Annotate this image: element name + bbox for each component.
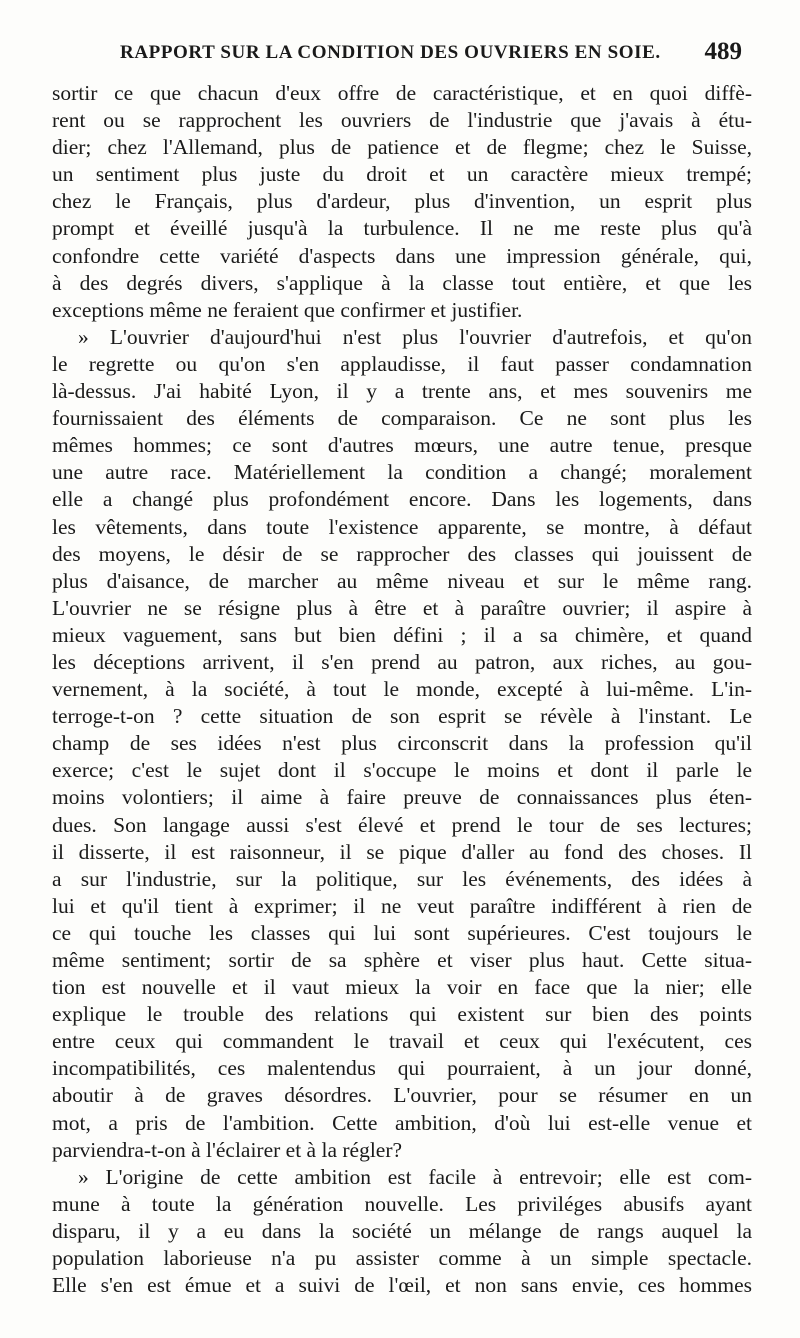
text-line: à des degrés divers, s'applique à la classe tout entière, et que les [52,270,752,295]
text-line: » L'origine de cette ambition est facile à entrevoir; elle est com- [78,1164,752,1189]
body-text [52,80,752,1299]
text-line: incompatibilités, ces malentendus qui pourraient, à un jour donné, [52,1056,752,1081]
text-line: a sur l'industrie, sur la politique, sur les événements, des idées à [52,866,752,891]
text-line: fournissaient des éléments de comparaison. Ce ne sont plus les [52,406,752,431]
text-line: une autre race. Matériellement la condition a changé; moralement [52,460,752,485]
text-line: sortir ce que chacun d'eux offre de caractéristique, et en quoi diffè- [52,81,752,105]
text-line: population laborieuse n'a pu assister comme à un simple spectacle. [52,1246,752,1271]
text-line: dier; chez l'Allemand, plus de patience et de flegme; chez le Suisse, [52,135,752,160]
text-line: moins volontiers; il aime à faire preuve de connaissances plus éten- [52,785,752,810]
text-line: entre ceux qui commandent le travail et ceux qui l'exécutent, ces [52,1029,752,1054]
text-line: il disserte, il est raisonneur, il se pique d'aller au fond des choses. Il [52,839,752,864]
text-line: » L'ouvrier d'aujourd'hui n'est plus l'ouvrier d'autrefois, et qu'on [78,324,752,349]
text-line: disparu, il y a eu dans la société un mélange de rangs auquel la [52,1218,752,1243]
text-line: champ de ses idées n'est plus circonscrit dans la profession qu'il [52,731,752,756]
text-line: parviendra-t-on à l'éclairer et à la régler? [52,1137,403,1162]
text-line: aboutir à de graves désordres. L'ouvrier, pour se résumer en un [52,1083,752,1108]
page-number: 489 [704,38,742,65]
text-line: confondre cette variété d'aspects dans une impression générale, qui, [52,243,752,268]
text-line: chez le Français, plus d'ardeur, plus d'invention, un esprit plus [52,189,752,214]
text-line: un sentiment plus juste du droit et un caractère mieux trempé; [52,162,752,187]
text-line: mieux vaguement, sans but bien défini ; il a sa chimère, et quand [52,622,752,647]
text-line: vernement, à la société, à tout le monde, excepté à lui-même. L'in- [52,677,752,702]
running-title: RAPPORT SUR LA CONDITION DES OUVRIERS EN SOIE. [120,42,661,63]
text-line: exceptions même ne feraient que confirmer et justifier. [52,297,523,322]
text-line: terroge-t-on ? cette situation de son esprit se révèle à l'instant. Le [52,704,752,729]
text-line: dues. Son langage aussi s'est élevé et prend le tour de ses lectures; [52,812,752,837]
text-line: tion est nouvelle et il vaut mieux la voir en face que la nier; elle [52,975,752,1000]
text-line: elle a changé plus profondément encore. Dans les logements, dans [52,487,752,512]
text-line: même sentiment; sortir de sa sphère et viser plus haut. Cette situa- [52,948,752,972]
text-line: le regrette ou qu'on s'en applaudisse, il faut passer condamnation [52,351,752,376]
text-line: explique le trouble des relations qui existent sur bien des points [52,1002,752,1027]
text-line: rent ou se rapprochent les ouvriers de l'industrie que j'avais à étu- [52,108,752,133]
text-line: là-dessus. J'ai habité Lyon, il y a trente ans, et mes souvenirs me [52,379,752,404]
text-line: exerce; c'est le sujet dont il s'occupe le moins et dont il parle le [52,758,752,783]
text-line: L'ouvrier ne se résigne plus à être et à paraître ouvrier; il aspire à [52,595,752,620]
text-line: les déceptions arrivent, il s'en prend au patron, aux riches, au gou- [52,649,752,674]
text-line: plus d'aisance, de marcher au même niveau et sur le même rang. [52,568,752,593]
text-line: mêmes hommes; ce sont d'autres mœurs, une autre tenue, presque [52,433,752,458]
page-header [52,38,752,72]
text-line: prompt et éveillé jusqu'à la turbulence. Il ne me reste plus qu'à [52,216,752,241]
text-line: mune à toute la génération nouvelle. Les priviléges abusifs ayant [52,1191,752,1216]
text-line: lui et qu'il tient à exprimer; il ne veut paraître indifférent à rien de [52,893,752,918]
text-line: des moyens, le désir de se rapprocher des classes qui jouissent de [52,541,752,566]
text-line: Elle s'en est émue et a suivi de l'œil, et non sans envie, ces hommes [52,1273,752,1298]
text-line: les vêtements, dans toute l'existence apparente, se montre, à défaut [52,514,752,539]
text-line: mot, a pris de l'ambition. Cette ambition, d'où lui est-elle venue et [52,1110,752,1135]
text-line: ce qui touche les classes qui lui sont supérieures. C'est toujours le [52,920,752,945]
